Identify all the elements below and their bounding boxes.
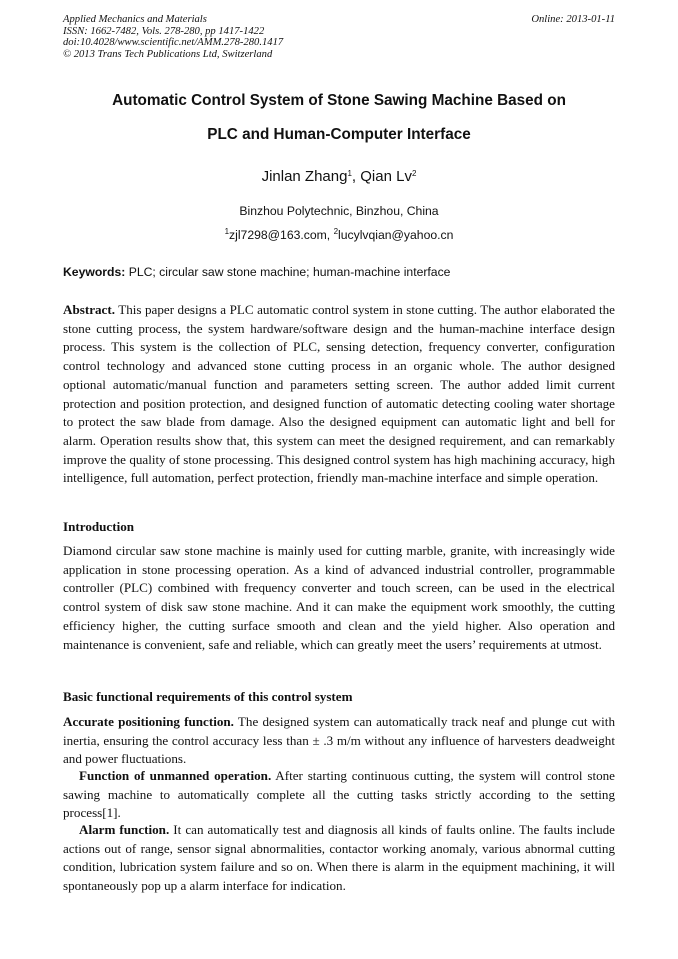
section-heading-introduction: Introduction: [63, 519, 135, 534]
accurate-positioning-paragraph: [63, 713, 615, 769]
keywords-text: PLC; circular saw stone machine; human-machine interface: [125, 265, 451, 279]
affiliation: Binzhou Polytechnic, Binzhou, China: [239, 204, 439, 218]
online-date: Online: 2013-01-11: [531, 14, 615, 25]
email-address: lucylvqian@yahoo.cn: [338, 228, 454, 242]
journal-header: [63, 14, 615, 60]
email-separator: ,: [326, 228, 334, 242]
doi-line: doi:10.4028/www.scientific.net/AMM.278-280.1417: [63, 37, 284, 49]
paragraph-label: Function of unmanned operation.: [79, 768, 272, 783]
email-mark: 2: [333, 227, 339, 236]
author-separator: ,: [351, 168, 361, 185]
section-heading-requirements: Basic functional requirements of this control system: [63, 689, 353, 704]
author-list: [63, 168, 615, 185]
author-emails: [63, 228, 615, 242]
author-name: Qian Lv: [360, 168, 412, 185]
paragraph-text: It can automatically test and diagnosis all kinds of faults online. The faults include actions out of range, sensor signal abnormalities, contactor working anomaly, various abnormal cutting condition, lubrication system failure and so on. When there is alarm in the equipment machining, it will spontaneously pop up a alarm interface for indication.: [63, 822, 615, 894]
journal-name: Applied Mechanics and Materials: [63, 14, 207, 25]
copyright-line: © 2013 Trans Tech Publications Ltd, Switzerland: [63, 48, 273, 60]
abstract-text: This paper designs a PLC automatic control system in stone cutting. The author elaborated the stone cutting process, the system hardware/software design and the human-machine interface design process. This system is the collection of PLC, sensing detection, frequency converter, configuration control technology and advanced stone cutting process in an organic whole. The author designed optional automatic/manual function and parameters setting screen. The author added limit current protection and position protection, and designed function of automatic detecting cooling water shortage to protect the saw blade from damage. Also the designed equipment can automatic light and bell for alarm. Operation results show that, this system can meet the designed requirement, and can remarkably improve the quality of stone processing. This designed control system has high machining accuracy, high intelligence, full automation, perfect protection, friendly man-machine interface and simple operation.: [63, 302, 615, 486]
paper-title-line-2: PLC and Human-Computer Interface: [207, 126, 471, 143]
author-affiliation-mark: 1: [347, 169, 352, 178]
abstract-paragraph: [63, 301, 615, 488]
author-affiliation-mark: 2: [411, 169, 417, 178]
alarm-function-paragraph: [63, 821, 615, 896]
paper-title-line-1: Automatic Control System of Stone Sawing Machine Based on: [112, 92, 566, 109]
paragraph-label: Alarm function.: [79, 822, 170, 837]
paragraph-label: Accurate positioning function.: [63, 714, 234, 729]
issn-line: ISSN: 1662-7482, Vols. 278-280, pp 1417-1422: [63, 25, 265, 37]
introduction-paragraph: Diamond circular saw stone machine is mainly used for cutting marble, granite, with increasingly wide application in stone processing operation. As a kind of advanced industrial controller, programmable controller (PLC) combined with frequency converter and touch screen, can be used in the electrical control system of disk saw stone machine. And it can make the equipment work smoothly, the cutting efficiency higher, the cutting surface smooth and clean and the yield higher. Also operation and maintenance is convenient, safe and reliable, which can greatly meet the users’ requirements at utmost.: [63, 543, 615, 652]
keywords: [63, 265, 615, 279]
keywords-label: Keywords:: [63, 265, 126, 279]
abstract-label: Abstract.: [63, 302, 115, 317]
unmanned-operation-paragraph: [63, 767, 615, 823]
paragraph-text: The designed system can automatically track neaf and plunge cut with inertia, ensuring the control accuracy less than ± .3 m/m without any influence of harvesters deadweight and power fluctuations.: [63, 714, 615, 767]
email-address: zjl7298@163.com: [229, 228, 327, 242]
author-name: Jinlan Zhang: [261, 168, 348, 185]
paragraph-text: After starting continuous cutting, the system will control stone sawing machine to automatically complete all the cutting tasks strictly according to the setting process[1].: [63, 768, 615, 821]
email-mark: 1: [224, 227, 230, 236]
